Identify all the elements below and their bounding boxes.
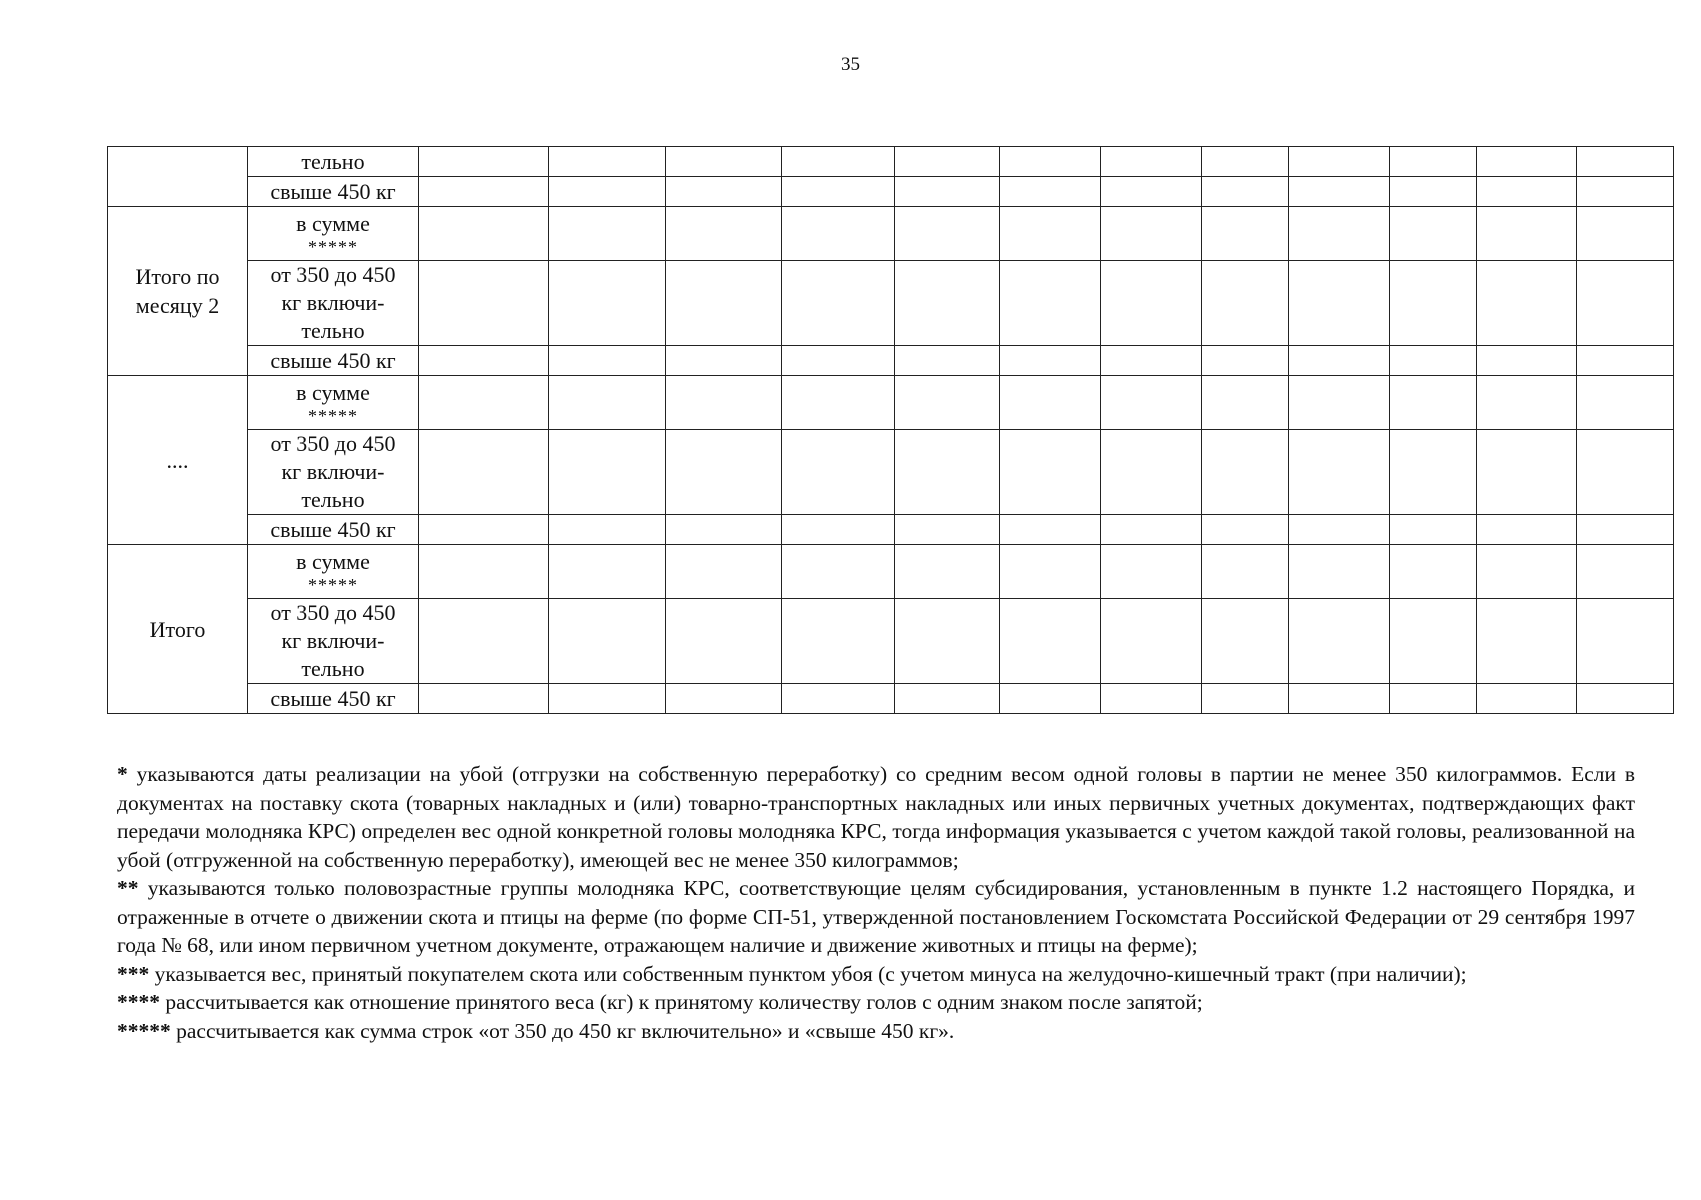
- data-cell: [1289, 545, 1390, 599]
- data-cell: [1101, 177, 1202, 207]
- data-cell: [1390, 684, 1477, 714]
- data-cell: [1289, 177, 1390, 207]
- data-cell: [1390, 515, 1477, 545]
- data-cell: [1289, 376, 1390, 430]
- table-row: [108, 346, 1674, 376]
- data-cell: [1289, 430, 1390, 515]
- data-cell: [1477, 261, 1577, 346]
- data-cell: [419, 684, 549, 714]
- footnote-text: указывается вес, принятый покупателем скота или собственным пунктом убоя (с учетом минуса на желудочно-кишечный тракт (при наличии);: [149, 961, 1467, 986]
- data-cell: [666, 147, 782, 177]
- data-cell: [895, 261, 1000, 346]
- data-cell: [1202, 261, 1289, 346]
- data-cell: [1101, 545, 1202, 599]
- sum-label: в сумме: [296, 210, 370, 236]
- footnote-mark: ****: [117, 990, 160, 1014]
- table-row: [108, 261, 1674, 346]
- footnote-ref-stars: *****: [308, 405, 358, 426]
- data-cell: [895, 599, 1000, 684]
- data-cell: [1289, 515, 1390, 545]
- data-cell: [1390, 545, 1477, 599]
- data-cell: [666, 515, 782, 545]
- data-cell: [1390, 261, 1477, 346]
- data-cell: [549, 684, 666, 714]
- footnote-mark: *****: [117, 1018, 171, 1043]
- data-cell: [782, 684, 895, 714]
- row-label-sum: [248, 545, 419, 599]
- footnote-5: [117, 1017, 1635, 1046]
- data-cell: [1101, 261, 1202, 346]
- data-cell: [1577, 430, 1674, 515]
- footnote-ref-stars: *****: [308, 574, 358, 595]
- data-cell: [1000, 177, 1101, 207]
- data-cell: [782, 599, 895, 684]
- table-row: [108, 515, 1674, 545]
- data-cell: [1477, 346, 1577, 376]
- data-cell: [1202, 515, 1289, 545]
- data-cell: [1577, 177, 1674, 207]
- data-cell: [1577, 147, 1674, 177]
- data-cell: [782, 207, 895, 261]
- data-cell: [1390, 147, 1477, 177]
- data-cell: [1390, 430, 1477, 515]
- data-cell: [782, 346, 895, 376]
- footnote-ref-stars: *****: [308, 236, 358, 257]
- data-cell: [1000, 515, 1101, 545]
- data-cell: [1289, 346, 1390, 376]
- data-cell: [895, 376, 1000, 430]
- data-cell: [666, 545, 782, 599]
- row-label-above-450: свыше 450 кг: [248, 346, 419, 376]
- table-row: [108, 177, 1674, 207]
- data-cell: [895, 515, 1000, 545]
- data-cell: [1390, 376, 1477, 430]
- data-cell: [782, 430, 895, 515]
- row-label-above-450: свыше 450 кг: [248, 515, 419, 545]
- group-label: Итого: [108, 545, 248, 714]
- report-table: [107, 146, 1674, 714]
- data-cell: [1577, 261, 1674, 346]
- footnote-text: указываются только половозрастные группы молодняка КРС, соответствующие целям субсидирования, установленным в пункте 1.2 настоящего Порядка, и отраженные в отчете о движении скота и птицы на ферме (по форме СП-51, утвержденной постановлением Госкомстата Российской Федерации от 29 сентября 1997 года № 68, или ином первичном учетном документе, отражающем наличие и движение животных и птицы на ферме);: [117, 876, 1635, 957]
- row-label-range: от 350 до 450 кг включи-тельно: [248, 261, 419, 346]
- data-cell: [1390, 599, 1477, 684]
- row-label-range-continued: тельно: [248, 147, 419, 177]
- data-cell: [549, 430, 666, 515]
- table-row: [108, 207, 1674, 261]
- row-label-above-450: свыше 450 кг: [248, 684, 419, 714]
- row-label-above-450: свыше 450 кг: [248, 177, 419, 207]
- data-cell: [419, 147, 549, 177]
- data-cell: [1000, 207, 1101, 261]
- data-cell: [1000, 147, 1101, 177]
- data-cell: [419, 207, 549, 261]
- data-cell: [782, 515, 895, 545]
- data-cell: [895, 177, 1000, 207]
- row-label-sum: [248, 376, 419, 430]
- data-cell: [1101, 376, 1202, 430]
- data-cell: [419, 346, 549, 376]
- data-cell: [666, 261, 782, 346]
- report-table-body: [108, 147, 1674, 714]
- data-cell: [549, 261, 666, 346]
- data-cell: [782, 177, 895, 207]
- data-cell: [1289, 599, 1390, 684]
- sum-label: в сумме: [296, 379, 370, 405]
- footnote-2: [117, 874, 1635, 960]
- data-cell: [1000, 684, 1101, 714]
- data-cell: [1202, 430, 1289, 515]
- page-number: 35: [841, 54, 860, 75]
- data-cell: [419, 599, 549, 684]
- data-cell: [1477, 207, 1577, 261]
- data-cell: [419, 261, 549, 346]
- data-cell: [549, 177, 666, 207]
- data-cell: [666, 684, 782, 714]
- data-cell: [1000, 430, 1101, 515]
- data-cell: [1477, 515, 1577, 545]
- data-cell: [1390, 207, 1477, 261]
- data-cell: [895, 684, 1000, 714]
- data-cell: [1577, 599, 1674, 684]
- data-cell: [895, 207, 1000, 261]
- data-cell: [895, 147, 1000, 177]
- data-cell: [666, 207, 782, 261]
- data-cell: [782, 261, 895, 346]
- footnotes: [117, 760, 1635, 1045]
- data-cell: [1289, 261, 1390, 346]
- data-cell: [419, 177, 549, 207]
- table-row: [108, 430, 1674, 515]
- data-cell: [549, 599, 666, 684]
- data-cell: [1477, 147, 1577, 177]
- group-label: ....: [108, 376, 248, 545]
- data-cell: [1202, 684, 1289, 714]
- data-cell: [666, 599, 782, 684]
- table-row: [108, 147, 1674, 177]
- data-cell: [419, 515, 549, 545]
- data-cell: [1577, 684, 1674, 714]
- footnote-3: [117, 960, 1635, 989]
- data-cell: [1202, 376, 1289, 430]
- data-cell: [782, 376, 895, 430]
- data-cell: [1477, 376, 1577, 430]
- data-cell: [1000, 599, 1101, 684]
- row-label-range: от 350 до 450 кг включи-тельно: [248, 430, 419, 515]
- data-cell: [666, 376, 782, 430]
- footnote-mark: *: [117, 762, 128, 786]
- data-cell: [549, 545, 666, 599]
- data-cell: [1577, 207, 1674, 261]
- data-cell: [1477, 545, 1577, 599]
- data-cell: [895, 430, 1000, 515]
- data-cell: [549, 147, 666, 177]
- footnote-4: [117, 988, 1635, 1017]
- data-cell: [1202, 207, 1289, 261]
- row-label-range: от 350 до 450 кг включи-тельно: [248, 599, 419, 684]
- data-cell: [1390, 177, 1477, 207]
- data-cell: [419, 376, 549, 430]
- data-cell: [1477, 430, 1577, 515]
- group-label-continued: [108, 147, 248, 207]
- data-cell: [1000, 545, 1101, 599]
- table-row: [108, 599, 1674, 684]
- data-cell: [549, 207, 666, 261]
- data-cell: [1000, 376, 1101, 430]
- table-row: [108, 684, 1674, 714]
- data-cell: [1101, 346, 1202, 376]
- data-cell: [1390, 346, 1477, 376]
- footnote-mark: **: [117, 876, 139, 900]
- data-cell: [1000, 346, 1101, 376]
- footnote-text: указываются даты реализации на убой (отгрузки на собственную переработку) со средним весом одной головы в партии не менее 350 килограммов. Если в документах на поставку скота (товарных накладных и (или) товарно-транспортных накладных или иных первичных учетных документах, подтверждающих факт передачи молодняка КРС) определен вес одной конкретной головы молодняка КРС, тогда информация указывается с учетом каждой такой головы, реализованной на убой (отгруженной на собственную переработку), имеющей вес не менее 350 килограммов;: [117, 762, 1635, 872]
- data-cell: [1101, 207, 1202, 261]
- table-row: [108, 376, 1674, 430]
- data-cell: [1289, 147, 1390, 177]
- data-cell: [549, 376, 666, 430]
- data-cell: [1289, 207, 1390, 261]
- data-cell: [1477, 177, 1577, 207]
- data-cell: [1477, 684, 1577, 714]
- data-cell: [1202, 147, 1289, 177]
- data-cell: [1577, 376, 1674, 430]
- data-cell: [549, 515, 666, 545]
- data-cell: [549, 346, 666, 376]
- data-cell: [1477, 599, 1577, 684]
- data-cell: [1577, 346, 1674, 376]
- sum-label: в сумме: [296, 548, 370, 574]
- data-cell: [1577, 545, 1674, 599]
- group-label: Итого по месяцу 2: [108, 207, 248, 376]
- data-cell: [1202, 545, 1289, 599]
- row-label-sum: [248, 207, 419, 261]
- data-cell: [666, 430, 782, 515]
- data-cell: [419, 430, 549, 515]
- footnote-text: рассчитывается как отношение принятого веса (кг) к принятому количеству голов с одним знаком после запятой;: [160, 990, 1203, 1014]
- data-cell: [782, 147, 895, 177]
- data-cell: [1202, 346, 1289, 376]
- data-cell: [895, 545, 1000, 599]
- data-cell: [1101, 430, 1202, 515]
- data-cell: [1101, 684, 1202, 714]
- data-cell: [1577, 515, 1674, 545]
- data-cell: [666, 177, 782, 207]
- data-cell: [1000, 261, 1101, 346]
- footnote-mark: ***: [117, 961, 150, 986]
- data-cell: [895, 346, 1000, 376]
- footnote-1: [117, 760, 1635, 874]
- data-cell: [1289, 684, 1390, 714]
- data-cell: [1202, 177, 1289, 207]
- data-cell: [1101, 599, 1202, 684]
- data-cell: [666, 346, 782, 376]
- table-row: [108, 545, 1674, 599]
- data-cell: [1202, 599, 1289, 684]
- footnote-text: рассчитывается как сумма строк «от 350 до 450 кг включительно» и «свыше 450 кг».: [170, 1018, 955, 1043]
- data-cell: [1101, 147, 1202, 177]
- data-cell: [419, 545, 549, 599]
- data-cell: [1101, 515, 1202, 545]
- data-cell: [782, 545, 895, 599]
